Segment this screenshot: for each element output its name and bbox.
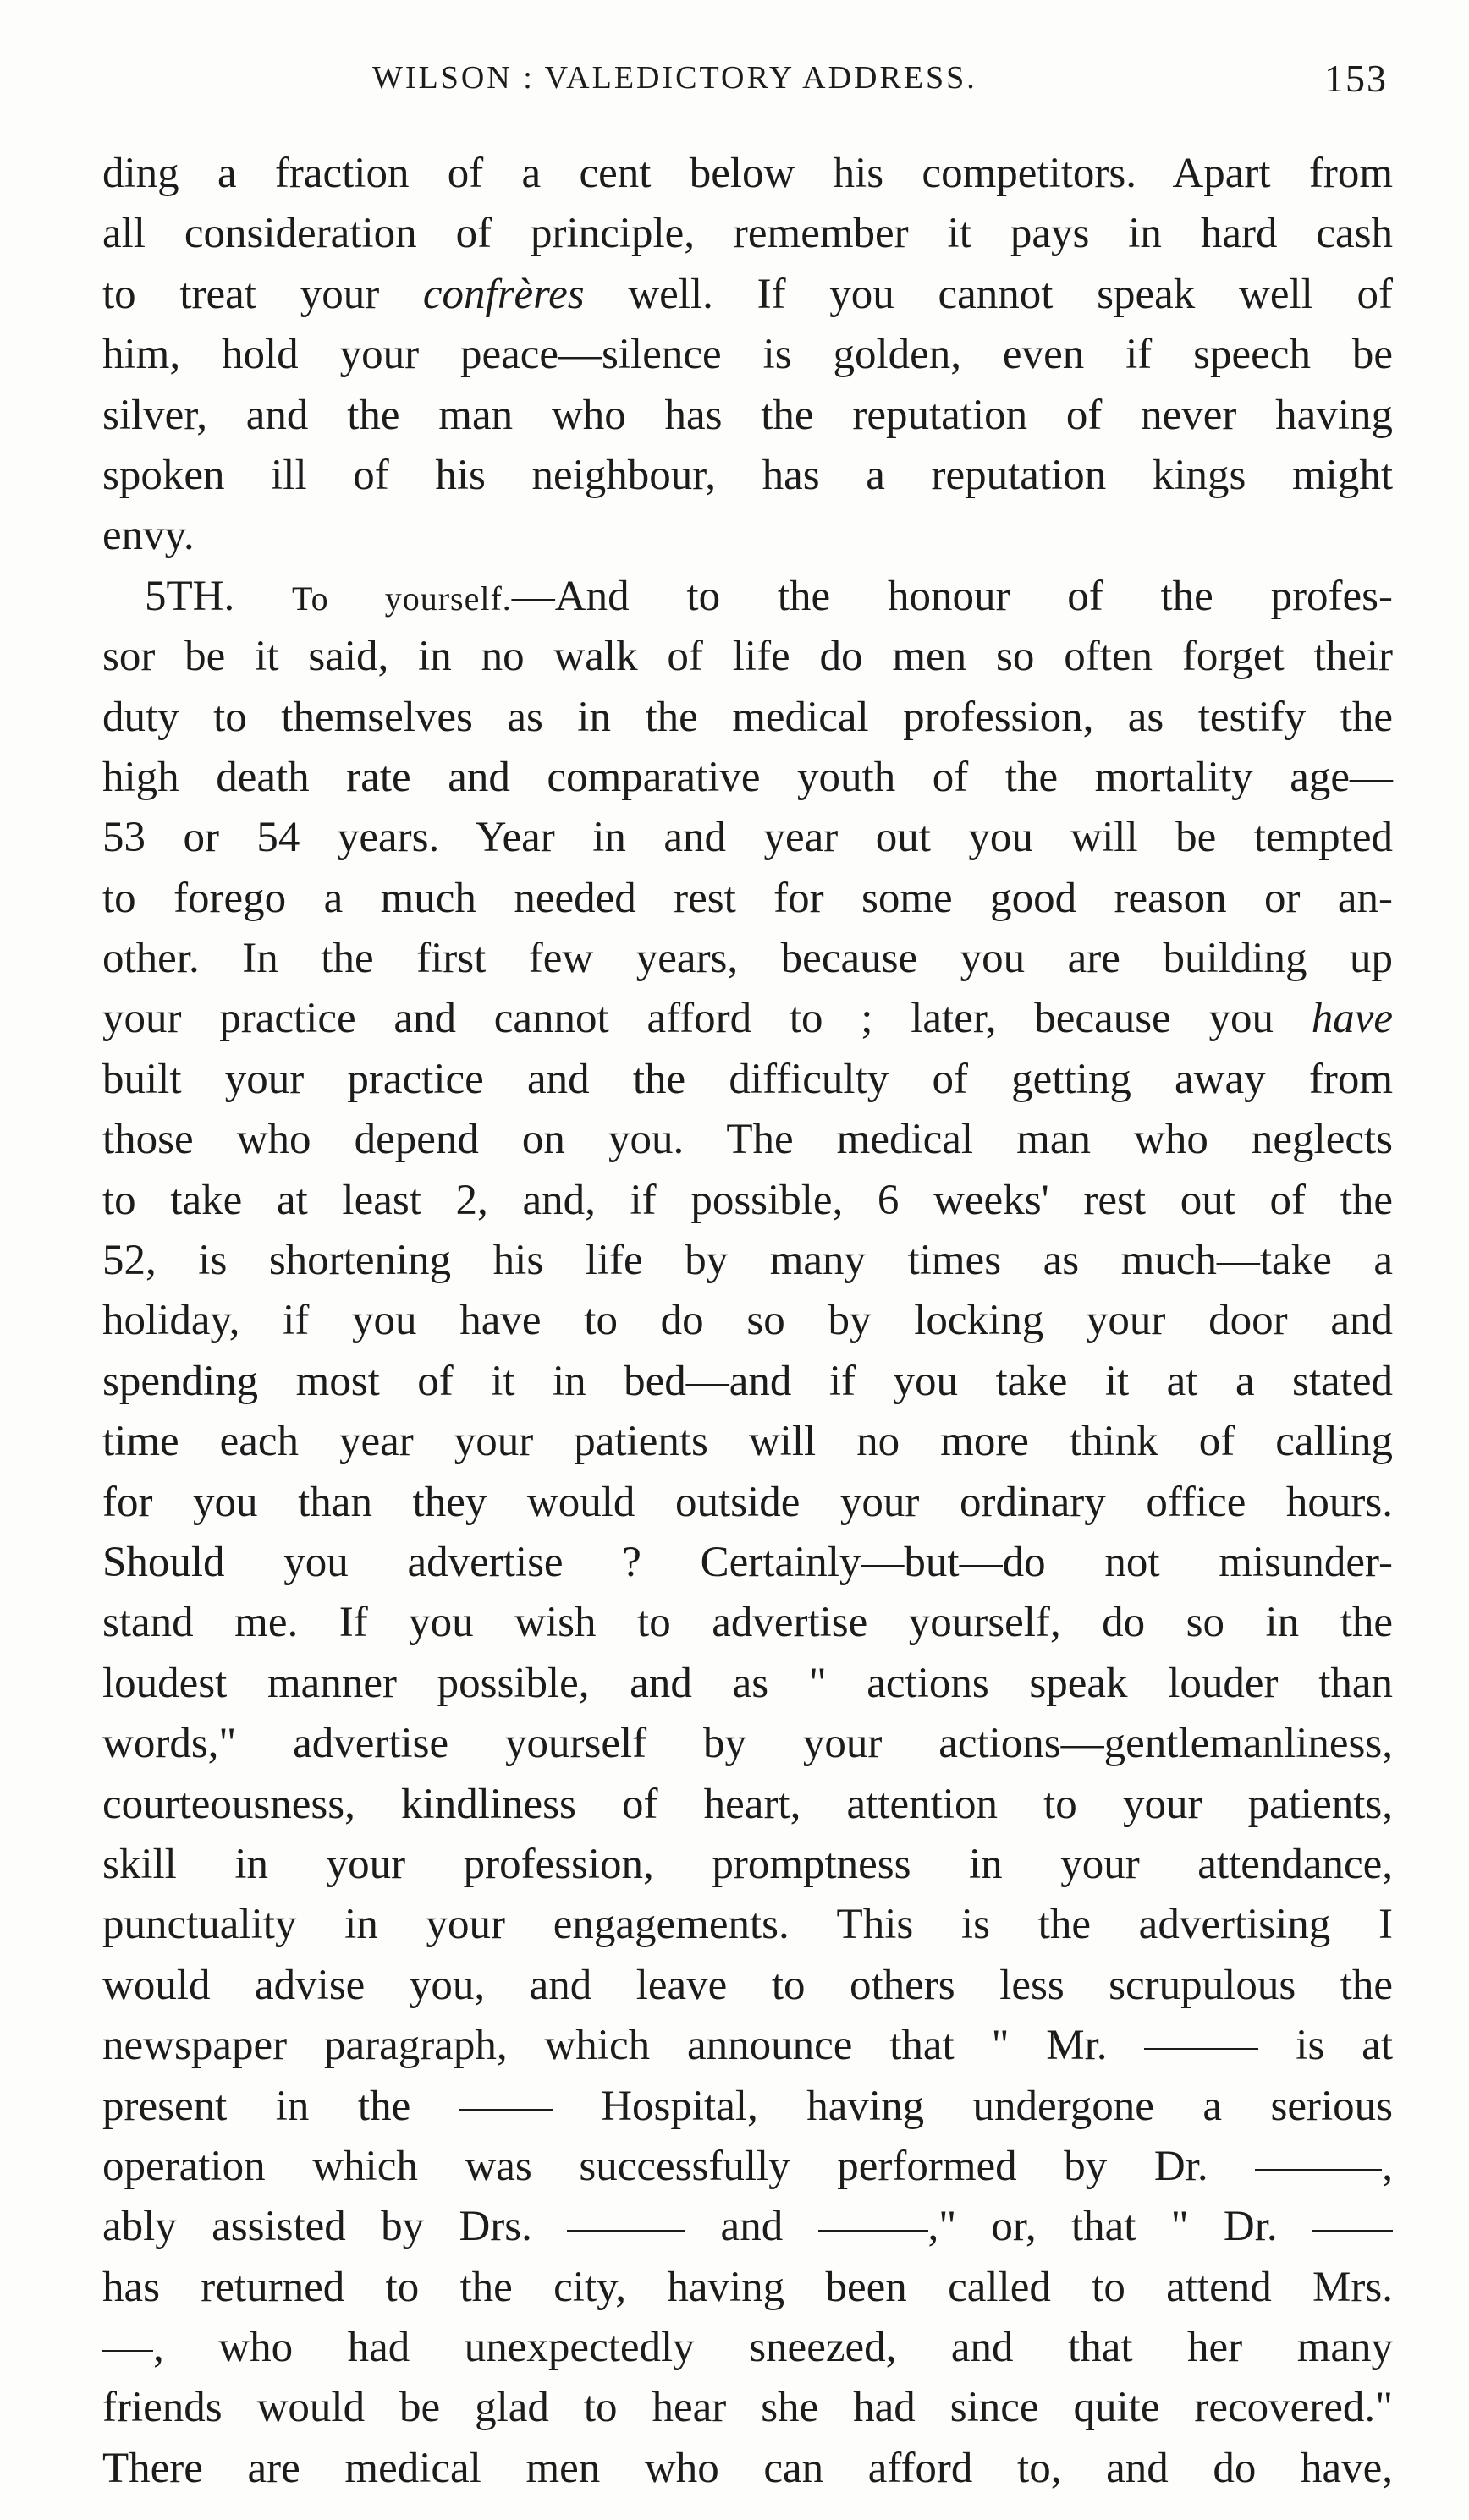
text-line: other. In the first few years, because you are building up bbox=[102, 935, 1393, 983]
section-title: To yourself. bbox=[292, 579, 512, 618]
text-line: built your practice and the difficulty of getting away from bbox=[102, 1055, 1393, 1103]
text-line: spending most of it in bed—and if you take it at a stated bbox=[102, 1357, 1393, 1405]
text-run: operation which was successfully performed by Dr. bbox=[102, 2142, 1256, 2190]
page-number: 153 bbox=[1324, 57, 1388, 100]
text-line: has returned to the city, having been called to attend Mrs. bbox=[102, 2263, 1393, 2311]
italic-word: confrères bbox=[422, 270, 585, 318]
name-blank-dash bbox=[459, 2109, 553, 2111]
text-run: newspaper paragraph, which announce that " Mr. bbox=[102, 2022, 1145, 2070]
text-line: Should you advertise ? Certainly—but—do not misunder- bbox=[102, 1538, 1393, 1586]
text-line: stand me. If you wish to advertise yourself, do so in the bbox=[102, 1599, 1393, 1647]
text-run: well. If you cannot speak well of bbox=[584, 270, 1393, 318]
text-run: your practice and cannot afford to ; later, because you bbox=[102, 995, 1312, 1043]
text-run: , bbox=[1382, 2142, 1393, 2190]
text-run: Hospital, having undergone a serious bbox=[552, 2082, 1393, 2130]
text-line: all consideration of principle, remember it pays in hard cash bbox=[102, 210, 1393, 258]
text-line: sor be it said, in no walk of life do men so often forget their bbox=[102, 633, 1393, 681]
section-heading-line bbox=[102, 567, 1393, 627]
text-line bbox=[102, 2077, 1393, 2137]
text-line: to forego a much needed rest for some good reason or an- bbox=[102, 874, 1393, 922]
text-line: punctuality in your engagements. This is the advertising I bbox=[102, 1901, 1393, 1949]
text-run: , who had unexpectedly sneezed, and that her many bbox=[153, 2324, 1393, 2372]
text-line bbox=[102, 2197, 1393, 2257]
body-text bbox=[102, 144, 1393, 2499]
text-line: high death rate and comparative youth of the mortality age— bbox=[102, 753, 1393, 801]
text-line: to take at least 2, and, if possible, 6 weeks' rest out of the bbox=[102, 1176, 1393, 1224]
name-blank-dash bbox=[1144, 2048, 1258, 2050]
text-line: time each year your patients will no more think of calling bbox=[102, 1418, 1393, 1466]
text-line: 53 or 54 years. Year in and year out you will be tempted bbox=[102, 814, 1393, 862]
text-run: ably assisted by Drs. bbox=[102, 2203, 568, 2251]
text-line bbox=[102, 2318, 1393, 2378]
text-line: courteousness, kindliness of heart, attention to your patients, bbox=[102, 1780, 1393, 1828]
name-blank-dash bbox=[567, 2230, 685, 2232]
text-line: him, hold your peace—silence is golden, even if speech be bbox=[102, 331, 1393, 379]
text-line: friends would be glad to hear she had since quite recovered." bbox=[102, 2384, 1393, 2432]
text-line bbox=[102, 2137, 1393, 2197]
text-line: for you than they would outside your ordinary office hours. bbox=[102, 1478, 1393, 1526]
text-line: envy. bbox=[102, 512, 195, 560]
text-line: silver, and the man who has the reputation of never having bbox=[102, 391, 1393, 439]
text-run: ," or, that " Dr. bbox=[927, 2203, 1313, 2251]
text-line: There are medical men who can afford to, and do have, bbox=[102, 2444, 1393, 2492]
section-number: 5TH. bbox=[145, 572, 293, 620]
text-line: loudest manner possible, and as " actions speak louder than bbox=[102, 1659, 1393, 1707]
text-line bbox=[102, 989, 1393, 1049]
text-line: ding a fraction of a cent below his competitors. Apart from bbox=[102, 150, 1393, 197]
text-run: and bbox=[685, 2203, 818, 2251]
text-run: to treat your bbox=[102, 270, 423, 318]
text-line: skill in your profession, promptness in your attendance, bbox=[102, 1840, 1393, 1888]
name-blank-dash bbox=[1312, 2230, 1393, 2232]
text-line: 52, is shortening his life by many times as much—take a bbox=[102, 1237, 1393, 1285]
text-line bbox=[102, 2016, 1393, 2076]
italic-word: have bbox=[1311, 995, 1393, 1043]
text-line: would advise you, and leave to others less scrupulous the bbox=[102, 1961, 1393, 2009]
running-title: WILSON : VALEDICTORY ADDRESS. bbox=[372, 60, 977, 96]
text-line bbox=[102, 265, 1393, 325]
text-run: —And to the honour of the profes- bbox=[511, 572, 1394, 620]
text-line: words," advertise yourself by your actions—gentlemanliness, bbox=[102, 1720, 1393, 1768]
name-blank-dash bbox=[818, 2230, 928, 2232]
text-run: is at bbox=[1258, 2022, 1393, 2070]
name-blank-dash bbox=[1255, 2169, 1382, 2171]
text-line: holiday, if you have to do so by locking your door and bbox=[102, 1297, 1393, 1345]
text-line: spoken ill of his neighbour, has a reputation kings might bbox=[102, 451, 1393, 499]
text-line: those who depend on you. The medical man who neglects bbox=[102, 1116, 1393, 1164]
name-blank-dash bbox=[102, 2350, 153, 2352]
text-run: present in the bbox=[102, 2082, 459, 2130]
running-head bbox=[0, 59, 1469, 110]
text-line: duty to themselves as in the medical profession, as testify the bbox=[102, 693, 1393, 741]
